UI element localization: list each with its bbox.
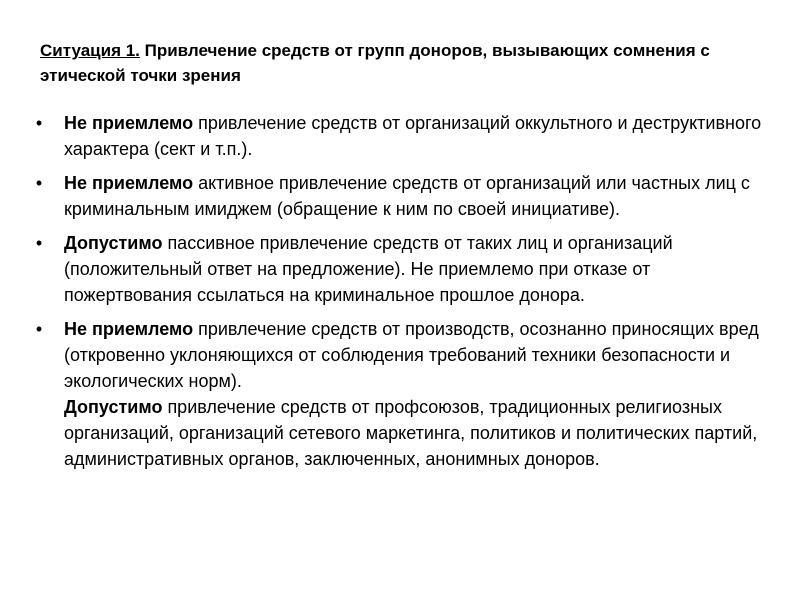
bullet-list (30, 110, 775, 480)
bullet-icon: • (35, 173, 43, 193)
bullet-subparagraph (64, 394, 775, 472)
bullet-extra-keyword: Допустимо (64, 397, 163, 417)
bullet-text: активное привлечение средств от организаций или частных лиц с криминальным имиджем (обращение к ним по своей инициативе). (64, 173, 750, 219)
bullet-keyword: Не приемлемо (64, 319, 194, 339)
bullet-item (30, 316, 775, 472)
title-text: Привлечение средств от групп доноров, вызывающих сомнения с этической точки зрения (40, 41, 710, 85)
bullet-item (30, 110, 775, 162)
bullet-icon: • (35, 233, 43, 253)
title-lead: Ситуация 1. (40, 41, 140, 60)
bullet-text: пассивное привлечение средств от таких лиц и организаций (положительный ответ на предложение). Не приемлемо при отказе от пожертвования ссылаться на криминальное прошлое донора. (64, 233, 673, 305)
bullet-keyword: Не приемлемо (64, 173, 194, 193)
bullet-text: привлечение средств от производств, осознанно приносящих вред (откровенно уклоняющихся от соблюдения требований техники безопасности и экологических норм). (64, 319, 759, 391)
bullet-extra-text: привлечение средств от профсоюзов, традиционных религиозных организаций, организаций сетевого маркетинга, политиков и политических партий, административных органов, заключенных, анонимных доноров. (64, 397, 758, 469)
bullet-text: привлечение средств от организаций оккультного и деструктивного характера (сект и т.п.). (64, 113, 762, 159)
bullet-icon: • (35, 113, 43, 133)
bullet-keyword: Не приемлемо (64, 113, 194, 133)
bullet-keyword: Допустимо (64, 233, 163, 253)
bullet-item (30, 230, 775, 308)
bullet-item (30, 170, 775, 222)
bullet-icon: • (35, 319, 43, 339)
slide-title (40, 38, 740, 88)
